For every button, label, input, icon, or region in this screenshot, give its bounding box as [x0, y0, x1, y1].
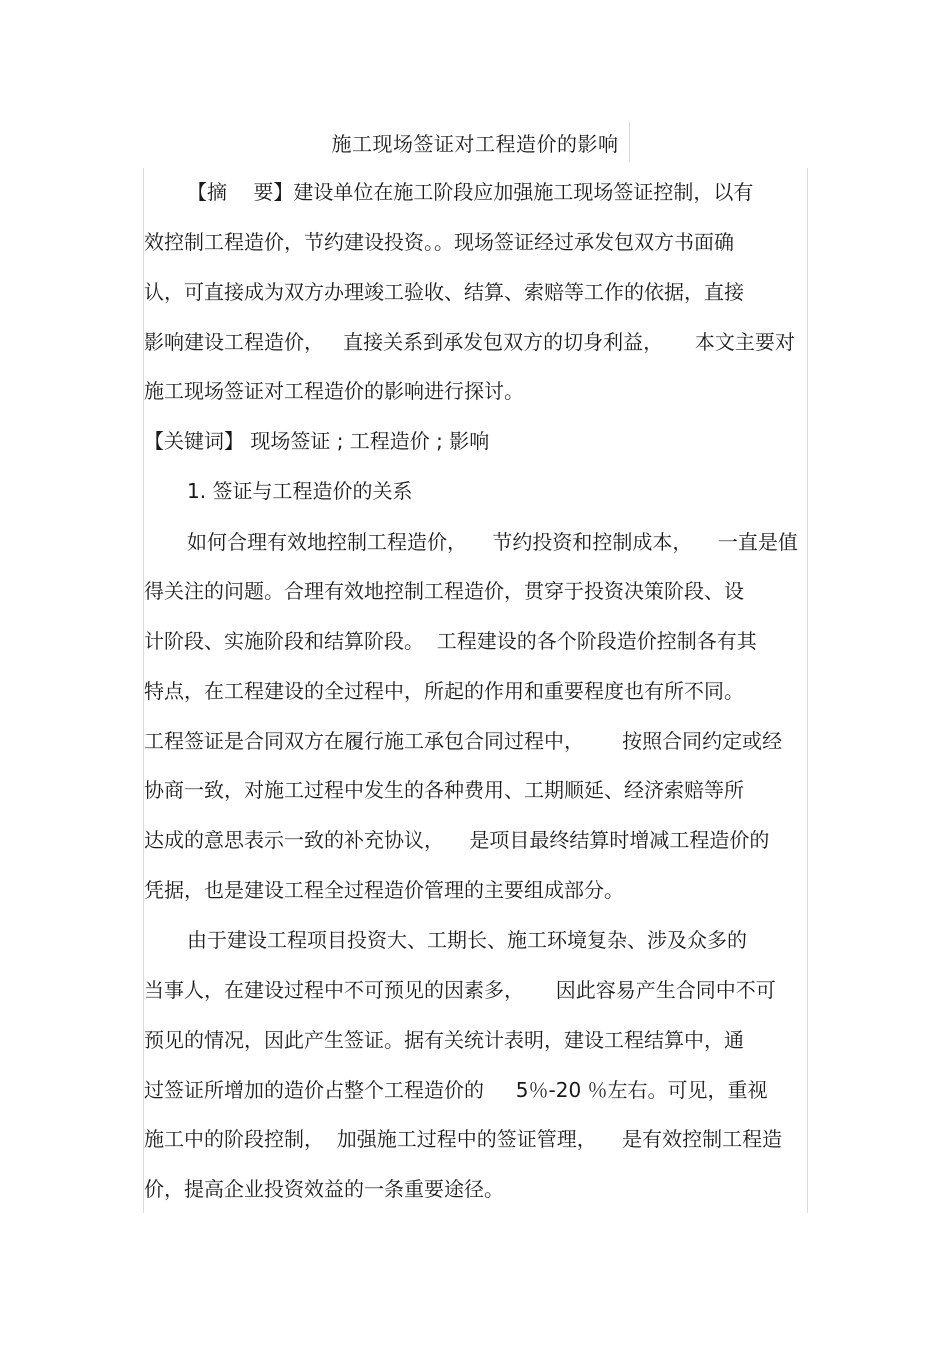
abstract-line: 【摘 要】建设单位在施工阶段应加强施工现场签证控制，以有: [187, 180, 754, 204]
paragraph-line: 工程签证是合同双方在履行施工承包合同过程中， 按照合同约定或经: [144, 729, 783, 753]
abstract-line: 效控制工程造价，节约建设投资。。现场签证经过承发包双方书面确: [144, 230, 734, 254]
paragraph-line: 协商一致，对施工过程中发生的各种费用、工期顺延、经济索赔等所: [144, 778, 744, 802]
paragraph-line: 预见的情况，因此产生签证。据有关统计表明，建设工程结算中，通: [144, 1028, 744, 1052]
paragraph-line: 当事人，在建设过程中不可预见的因素多， 因此容易产生合同中不可: [144, 978, 776, 1002]
paragraph-line: 计阶段、实施阶段和结算阶段。 工程建设的各个阶段造价控制各有其: [144, 629, 757, 653]
paragraph-line: 如何合理有效地控制工程造价， 节约投资和控制成本， 一直是值: [187, 530, 798, 554]
paragraph-line: 特点，在工程建设的全过程中，所起的作用和重要程度也有所不同。: [144, 679, 744, 703]
section-heading: 1. 签证与工程造价的关系: [187, 479, 413, 503]
document-title: 施工现场签证对工程造价的影响: [331, 132, 619, 156]
paragraph-line: 得关注的问题。合理有效地控制工程造价，贯穿于投资决策阶段、设: [144, 579, 744, 603]
paragraph-line: 施工中的阶段控制， 加强施工过程中的签证管理， 是有效控制工程造: [144, 1127, 783, 1151]
paragraph-line: 价，提高企业投资效益的一条重要途径。: [144, 1177, 504, 1201]
abstract-line: 施工现场签证对工程造价的影响进行探讨。: [144, 379, 524, 403]
paragraph-line: 由于建设工程项目投资大、工期长、施工环境复杂、涉及众多的: [187, 928, 747, 952]
paragraph-line: 达成的意思表示一致的补充协议， 是项目最终结算时增减工程造价的: [144, 828, 770, 852]
keywords-line: 【关键词】 现场签证 ; 工程造价 ; 影响: [144, 429, 490, 453]
paragraph-line: 凭据，也是建设工程全过程造价管理的主要组成部分。: [144, 878, 624, 902]
abstract-line: 认，可直接成为双方办理竣工验收、结算、索赔等工作的依据，直接: [144, 280, 744, 304]
text-frame-right-border: [807, 168, 808, 1213]
paragraph-line: 过签证所增加的造价占整个工程造价的 5％-20 ％左右。可见，重视: [144, 1078, 768, 1102]
abstract-line: 影响建设工程造价， 直接关系到承发包双方的切身利益， 本文主要对: [144, 330, 795, 354]
